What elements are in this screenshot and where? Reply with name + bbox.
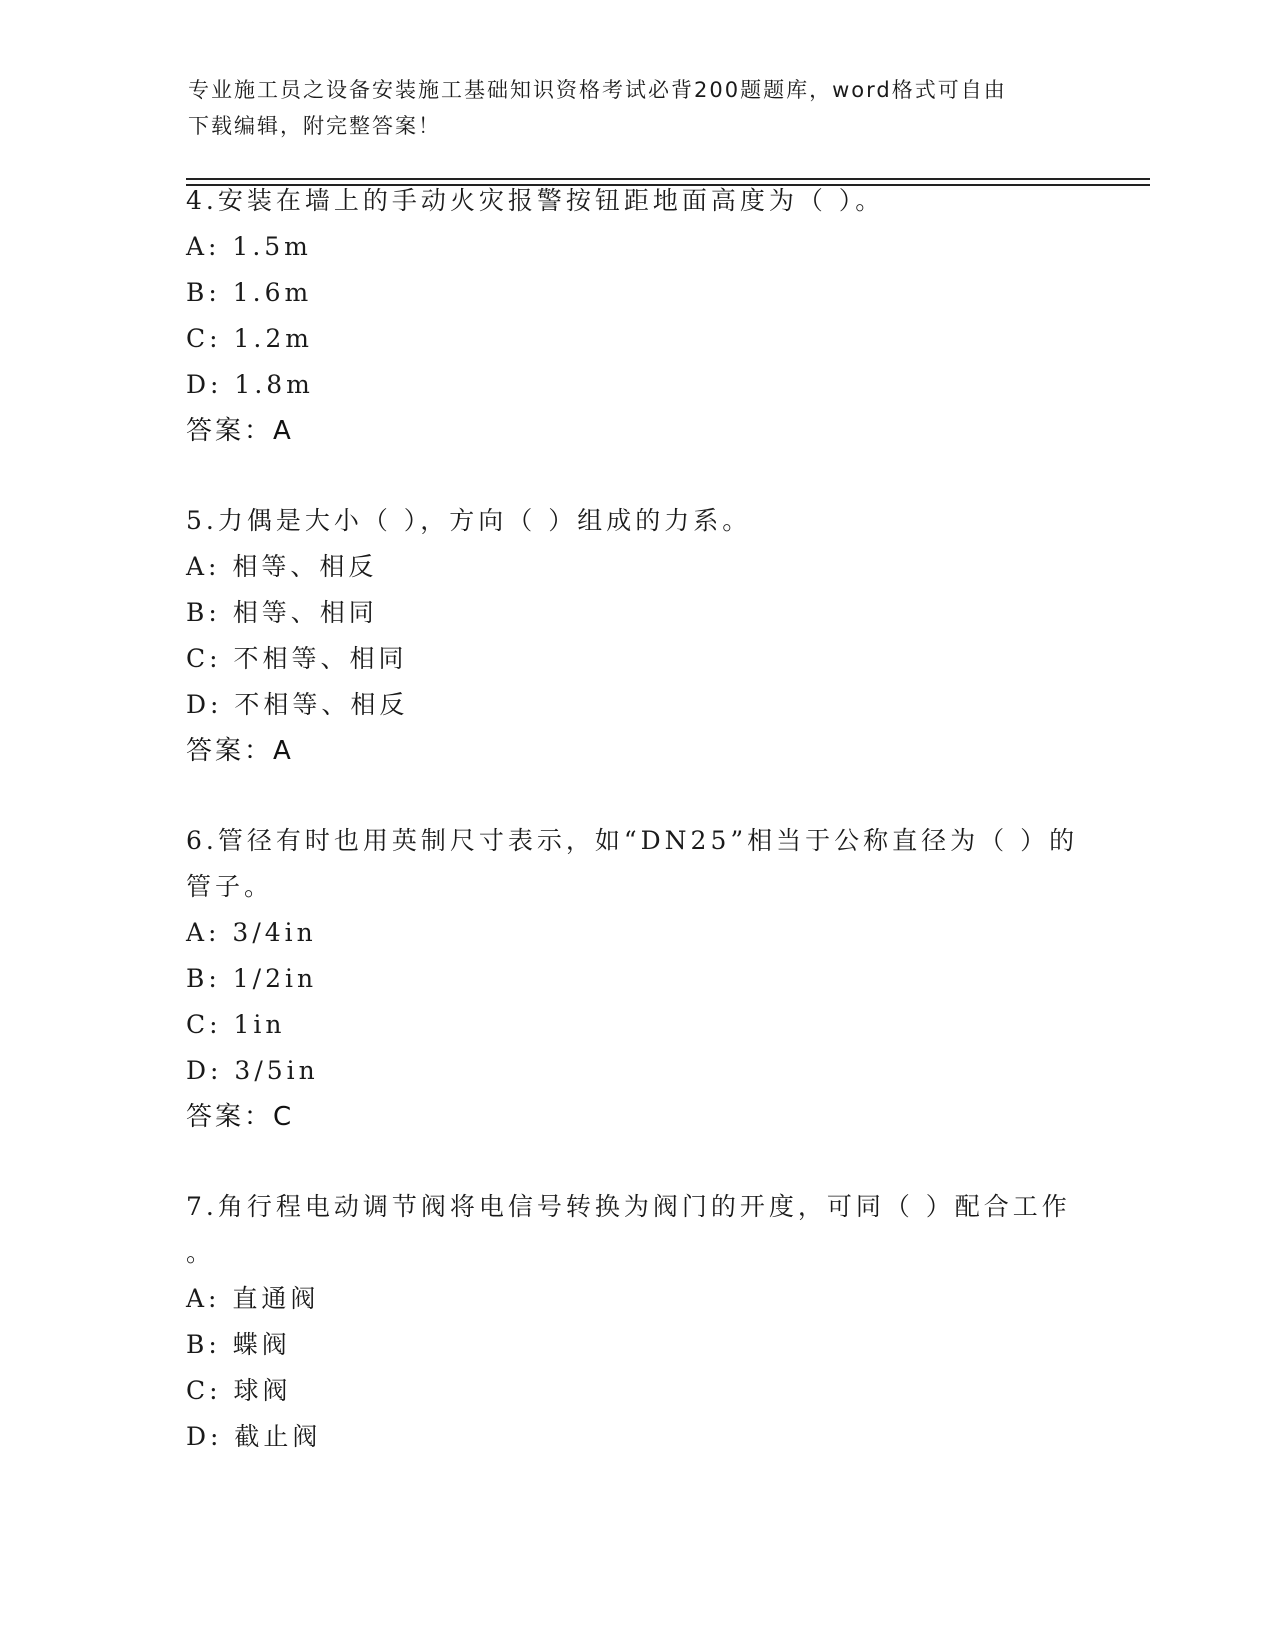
option-d: D: 3/5in <box>186 1056 319 1085</box>
option-b: B: 1/2in <box>186 964 318 993</box>
option-d: D: 不相等、相反 <box>186 690 409 719</box>
question-7 <box>186 1184 1086 1460</box>
question-stem: 4.安装在墙上的手动火灾报警按钮距地面高度为（ ）。 <box>186 186 885 215</box>
option-c: C: 球阀 <box>186 1376 292 1405</box>
question-stem-continued: 管子。 <box>186 872 274 901</box>
question-5 <box>186 498 1086 774</box>
option-b: B: 蝶阀 <box>186 1330 291 1359</box>
option-c: C: 1.2m <box>186 324 313 353</box>
option-c: C: 1in <box>186 1010 286 1039</box>
option-d: D: 1.8m <box>186 370 314 399</box>
option-a: A: 3/4in <box>186 918 317 947</box>
option-d: D: 截止阀 <box>186 1422 322 1451</box>
option-a: A: 相等、相反 <box>186 552 378 581</box>
question-4 <box>186 178 1086 454</box>
option-c: C: 不相等、相同 <box>186 644 408 673</box>
question-stem-continued: 。 <box>186 1238 216 1267</box>
question-6 <box>186 818 1086 1140</box>
answer-label: 答案：C <box>186 1102 295 1132</box>
header-line-1: 专业施工员之设备安装施工基础知识资格考试必背200题题库，word格式可自由 <box>188 78 1007 102</box>
answer-label: 答案：A <box>186 416 294 446</box>
option-b: B: 1.6m <box>186 278 313 307</box>
document-header <box>188 72 1088 144</box>
header-line-2: 下载编辑，附完整答案！ <box>188 114 441 138</box>
question-stem: 5.力偶是大小（ ），方向（ ）组成的力系。 <box>186 506 752 535</box>
option-a: A: 1.5m <box>186 232 312 261</box>
question-stem: 7.角行程电动调节阀将电信号转换为阀门的开度，可同（ ）配合工作 <box>186 1192 1071 1221</box>
option-a: A: 直通阀 <box>186 1284 320 1313</box>
option-b: B: 相等、相同 <box>186 598 378 627</box>
answer-label: 答案：A <box>186 736 294 766</box>
question-stem: 6.管径有时也用英制尺寸表示，如“DN25”相当于公称直径为（ ）的 <box>186 826 1079 855</box>
